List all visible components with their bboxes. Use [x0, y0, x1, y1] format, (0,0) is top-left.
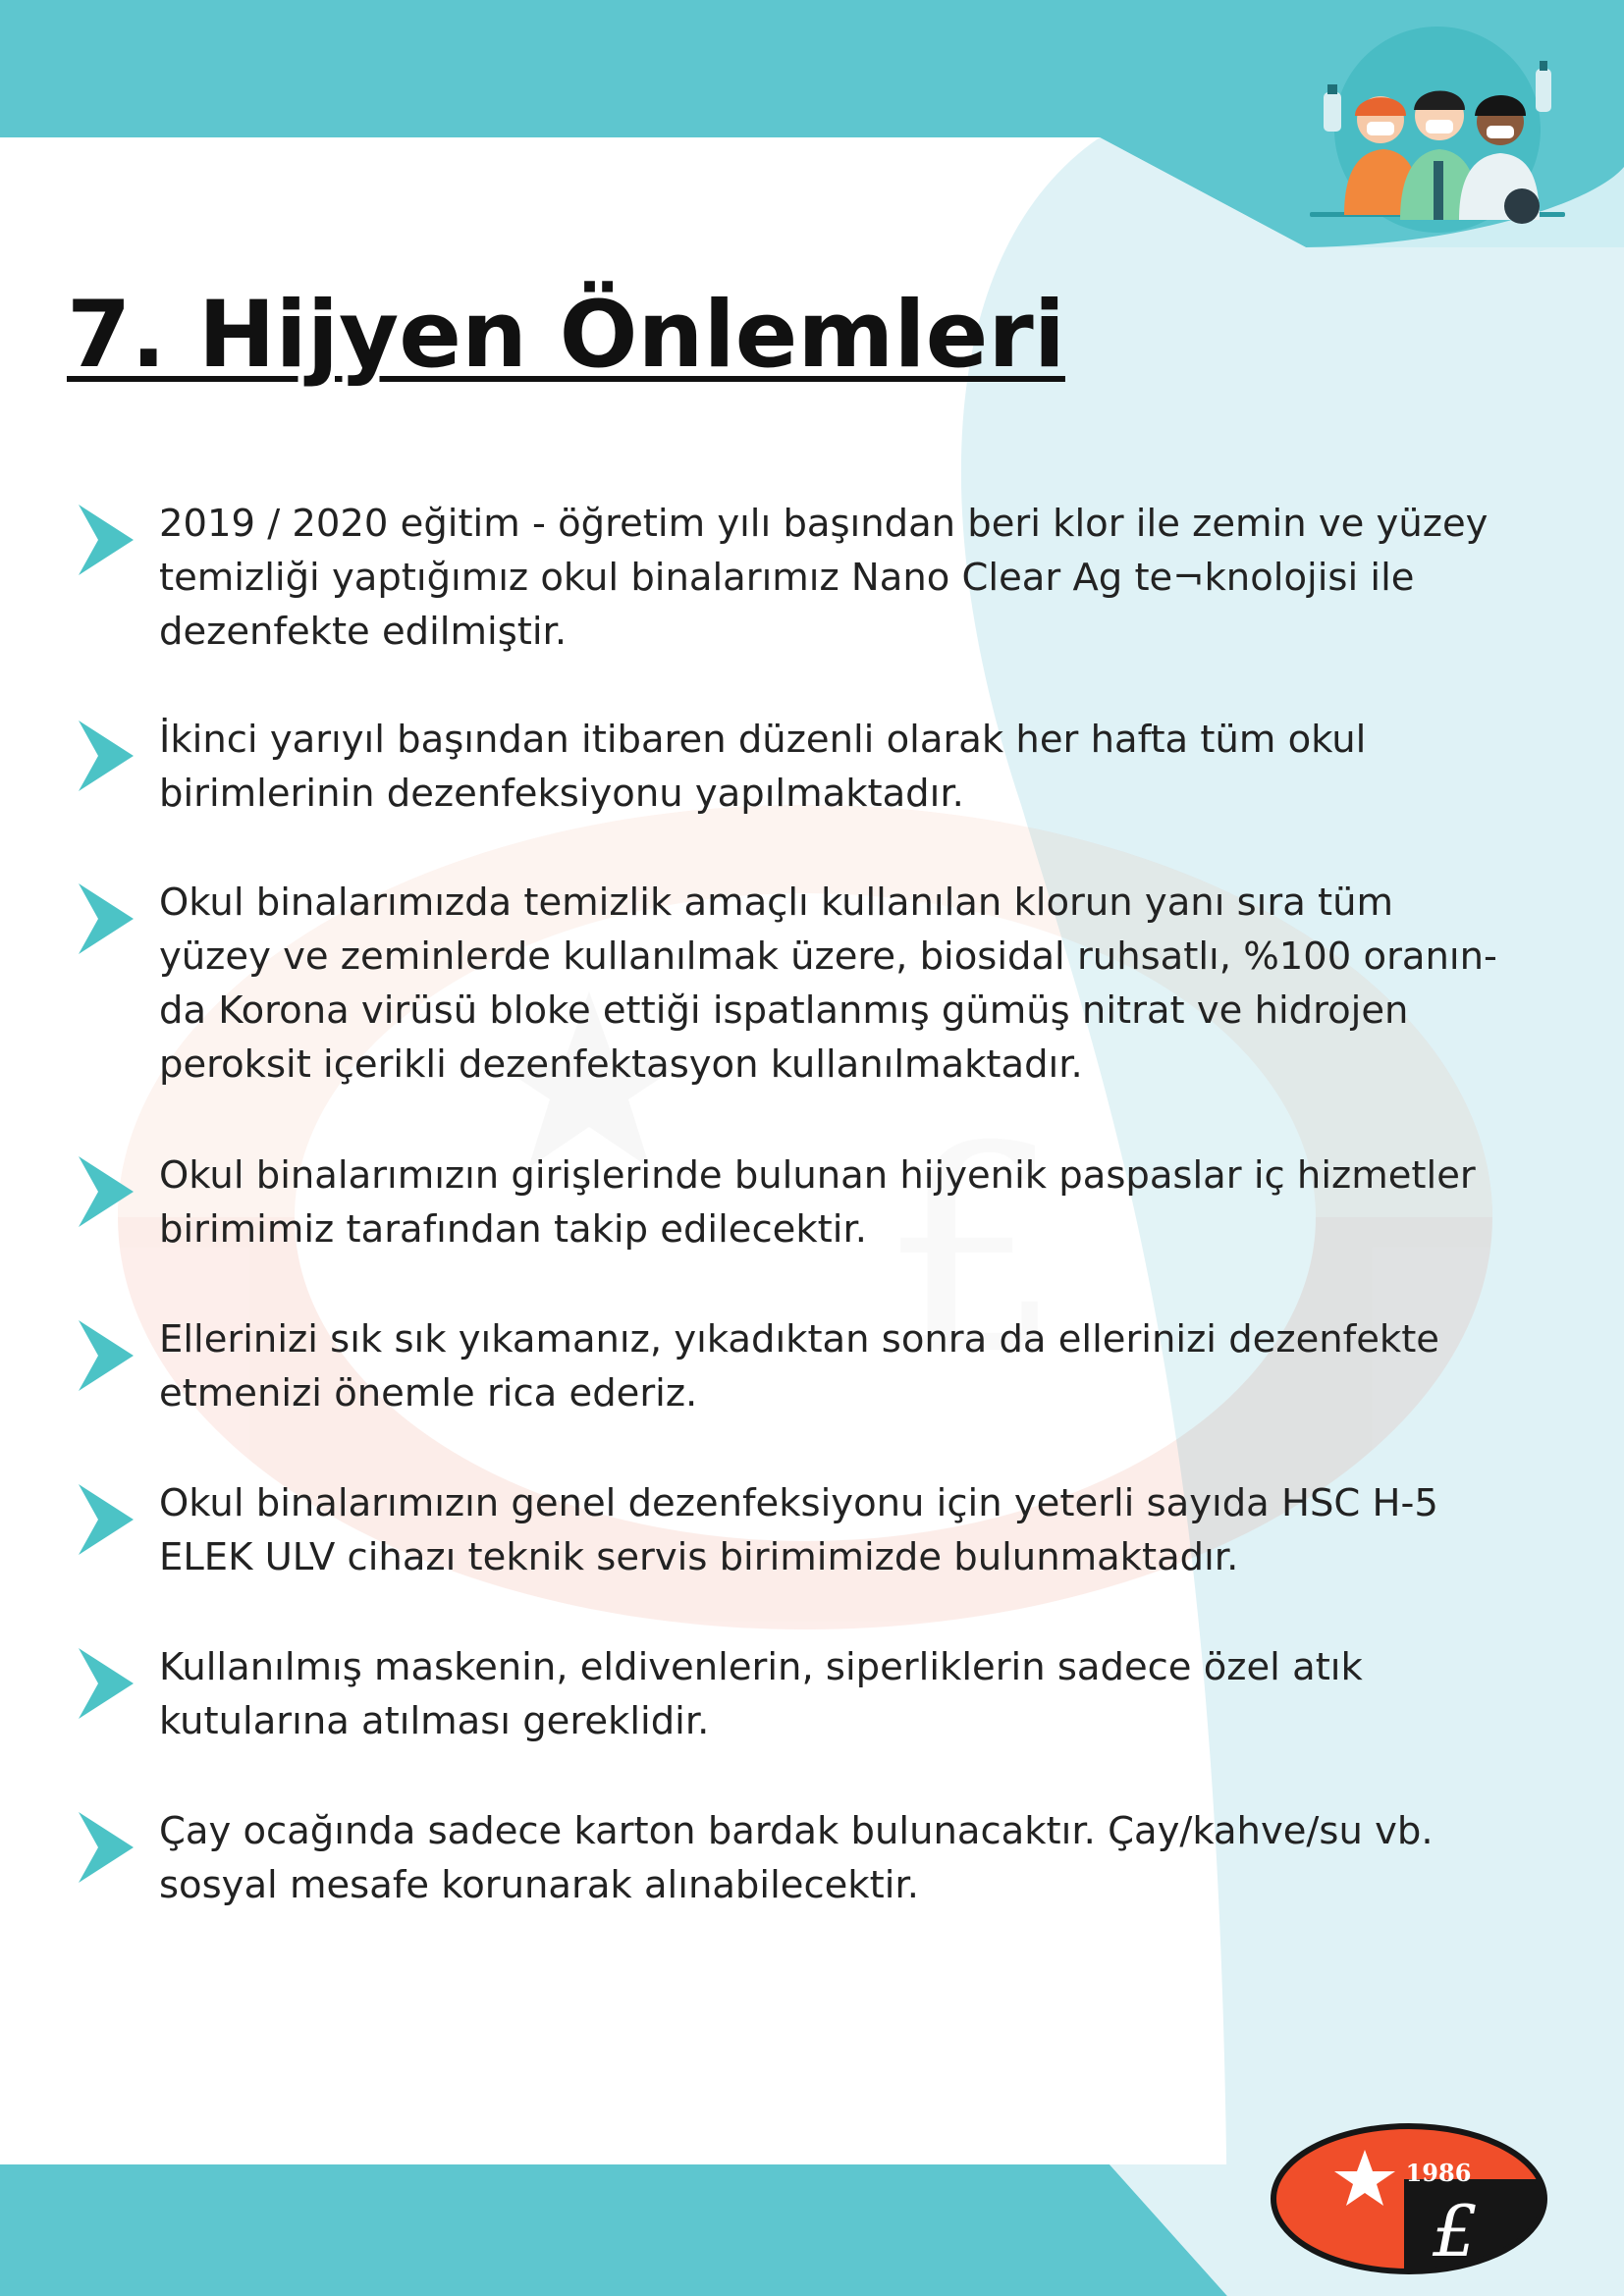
logo-year: 1986: [1405, 2159, 1472, 2187]
chevron-right-icon: [77, 881, 135, 956]
chevron-right-icon: [77, 503, 135, 577]
svg-text:£: £: [881, 1087, 1063, 1417]
list-item-text: 2019 / 2020 eğitim - öğretim yılı başından beri klor ile zemin ve yüzey temizliği yaptığımız okul binalarımız Nano Clear Ag te¬knolojisi ile dezenfekte edilmiştir.: [159, 502, 1489, 654]
list-item-text: Kullanılmış maskenin, eldivenlerin, siperliklerin sadece özel atık kutularına atılması gereklidir.: [159, 1645, 1363, 1743]
chevron-right-icon: [77, 1154, 135, 1229]
list-item-text: Okul binalarımızın girişlerinde bulunan hijyenik paspaslar iç hizmetler birimimiz tarafından takip edilecektir.: [159, 1153, 1476, 1252]
list-item-text: Çay ocağında sadece karton bardak bulunacaktır. Çay/kahve/su vb. sosyal mesafe korunarak alınabilecektir.: [159, 1809, 1434, 1907]
list-item-text: Ellerinizi sık sık yıkamanız, yıkadıktan sonra da ellerinizi dezenfekte etmenizi önemle rica ederiz.: [159, 1317, 1439, 1415]
chevron-right-icon: [77, 719, 135, 793]
list-item-text: Okul binalarımızın genel dezenfeksiyonu için yeterli sayıda HSC H-5 ELEK ULV cihazı teknik servis birimimizde bulunmaktadır.: [159, 1481, 1438, 1579]
chevron-right-icon: [77, 1482, 135, 1557]
chevron-right-icon: [77, 1810, 135, 1885]
school-logo-icon: [1267, 2120, 1551, 2277]
list-item-text: İkinci yarıyıl başından itibaren düzenli olarak her hafta tüm okul birimlerinin dezenfeksiyonu yapılmaktadır.: [159, 718, 1367, 816]
page-title: 7. Hijyen Önlemleri: [67, 282, 1065, 389]
list-item-text: Okul binalarımızda temizlik amaçlı kullanılan klorun yanı sıra tüm yüzey ve zeminlerde kullanılmak üzere, biosidal ruhsatlı, %100 oranın- da Korona virüsü bloke ettiği ispatlanmış gümüş nitrat ve hidrojen peroksit içerikli dezenfektasyon kullanılmaktadır.: [159, 881, 1497, 1087]
logo-symbol: £: [1433, 2190, 1478, 2272]
chevron-right-icon: [77, 1646, 135, 1721]
cleaning-staff-illustration-icon: [1290, 14, 1585, 259]
chevron-right-icon: [77, 1318, 135, 1393]
